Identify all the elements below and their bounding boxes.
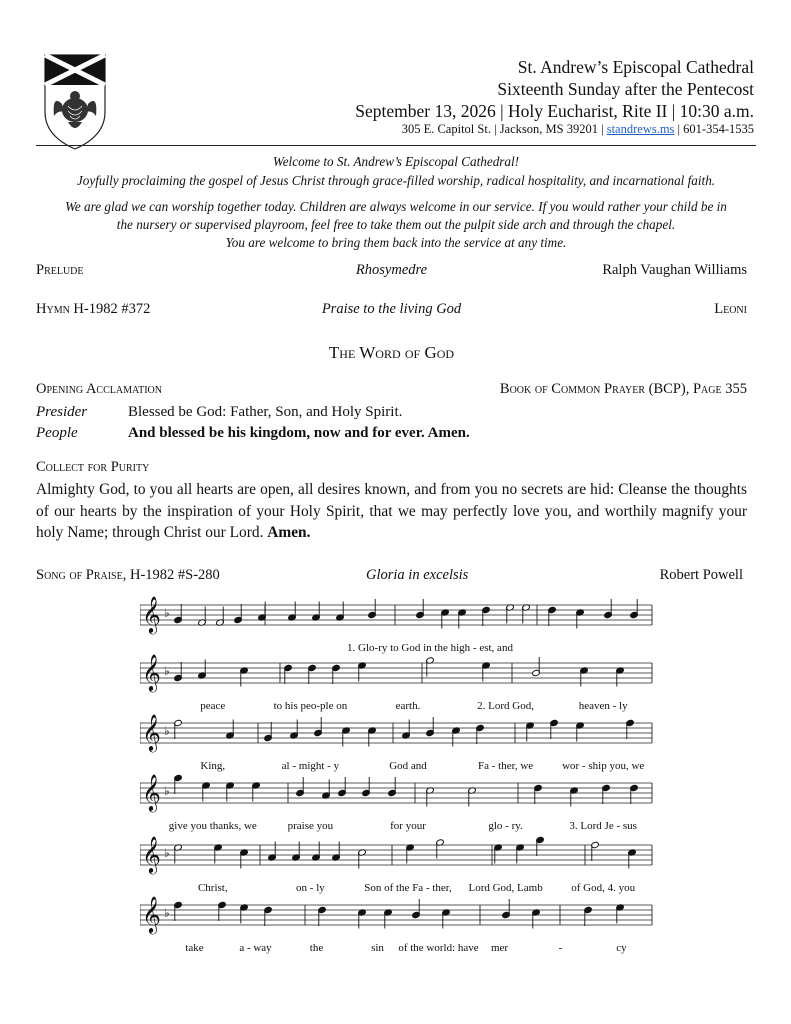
hymn-tune: Leoni [714, 301, 747, 317]
lyric-syllable: on - ly [296, 882, 325, 894]
song-composer: Robert Powell [659, 567, 743, 583]
lyric-syllable: heaven - ly [578, 700, 628, 712]
song-label: Song of Praise, H-1982 #S-280 [36, 567, 220, 583]
acclamation-label: Opening Acclamation [36, 381, 162, 397]
treble-clef: 𝄞 [142, 595, 161, 633]
score-system-3 [140, 713, 652, 772]
section-title: The Word of God [328, 343, 455, 362]
website-link[interactable]: standrews.ms [606, 122, 675, 136]
header-divider [36, 145, 756, 146]
lyric-syllable: a - way [239, 942, 272, 954]
prelude-title: Rhosymedre [355, 262, 428, 278]
presider-text: Blessed be God: Father, Son, and Holy Spirit. [128, 404, 403, 420]
treble-clef: 𝄞 [142, 653, 161, 691]
lyric-syllable: al - might - y [281, 760, 340, 772]
lyric-syllable: of the world: have [398, 942, 479, 954]
phone: | 601-354-1535 [674, 122, 754, 136]
collect-body: Almighty God, to you all hearts are open, all desires known, and from you no secrets are hid: Cleanse the thoughts of our hearts by the inspiration of your Holy Spirit, that we may perfectly love you, and worthily magnify your holy Name; through Christ our Lord. [36, 481, 747, 541]
welcome-line-5: You are welcome to bring them back into the service at any time. [225, 235, 567, 250]
welcome-line-1: Welcome to St. Andrew’s Episcopal Cathedral! [272, 154, 520, 169]
hymn-row [36, 301, 747, 321]
lyric-syllable: the [309, 942, 324, 954]
flat-key-signature: ♭ [164, 846, 170, 860]
lyric-syllable: - [558, 942, 563, 954]
collect-text [36, 479, 747, 544]
lyric-syllable: of God, 4. you [571, 882, 636, 894]
flat-key-signature: ♭ [164, 784, 170, 798]
score-system-4 [140, 773, 652, 832]
treble-clef: 𝄞 [142, 835, 161, 873]
collect-amen: Amen. [267, 524, 311, 541]
prelude-label: Prelude [36, 262, 84, 278]
lyric-syllable: sin [371, 942, 384, 954]
score-system-5 [140, 835, 652, 894]
hymn-title: Praise to the living God [321, 301, 462, 317]
address: 305 E. Capitol St. | Jackson, MS 39201 | [401, 122, 607, 136]
cathedral-shield-logo [44, 54, 106, 150]
score-system-2 [140, 653, 652, 712]
lyric-syllable: God and [389, 760, 427, 772]
welcome-line-4: the nursery or supervised playroom, feel free to take them out the pulpit side arch and through the chapel. [116, 217, 676, 232]
lyric-syllable: give you thanks, we [168, 820, 257, 832]
welcome-line-3: We are glad we can worship together today. Children are always welcome in our service. If you would rather your child be in [65, 199, 727, 214]
treble-clef: 𝄞 [142, 773, 161, 811]
people-text: And blessed be his kingdom, now and for ever. Amen. [128, 425, 470, 441]
lyric-syllable: praise you [287, 820, 334, 832]
contact-line [402, 122, 754, 137]
lyric-syllable: 3. Lord Je - sus [569, 820, 637, 832]
collect-label: Collect for Purity [36, 459, 150, 475]
flat-key-signature: ♭ [164, 724, 170, 738]
lyric-syllable: Christ, [197, 882, 228, 894]
music-score [140, 593, 660, 963]
treble-clef: 𝄞 [142, 713, 161, 751]
lyric-syllable: King, [200, 760, 226, 772]
presider-label: Presider [36, 404, 88, 420]
lyric-syllable: mer [490, 942, 509, 954]
prelude-row [36, 262, 747, 282]
lyric-syllable: 2. Lord God, [477, 700, 535, 712]
church-name: St. Andrew’s Episcopal Cathedral [517, 57, 754, 77]
welcome-mission: Joyfully proclaiming the gospel of Jesus Christ through grace-filled worship, radical hospitality, and incarnational faith. [76, 173, 716, 188]
collect-row [36, 459, 747, 479]
lyric-syllable: Lord God, Lamb [468, 882, 543, 894]
score-system-6 [140, 895, 652, 954]
service-info: September 13, 2026 | Holy Eucharist, Rite II | 10:30 a.m. [355, 101, 754, 121]
lyric-syllable: take [185, 942, 204, 954]
lyric-syllable: earth. [395, 700, 421, 712]
lyric-syllable: for your [390, 820, 426, 832]
lyric-syllable: Son of the Fa - ther, [364, 882, 452, 894]
lyric-syllable: cy [616, 942, 627, 954]
lyric-syllable: glo - ry. [488, 820, 523, 832]
flat-key-signature: ♭ [164, 906, 170, 920]
acclamation-row [36, 381, 747, 401]
song-title: Gloria in excelsis [366, 567, 469, 583]
song-row [36, 567, 743, 587]
lyric-syllable: to his peo-ple on [273, 700, 348, 712]
acclamation-reference: Book of Common Prayer (BCP), Page 355 [499, 381, 747, 397]
lyric-syllable: wor - ship you, we [562, 760, 645, 772]
lyric-syllable: Fa - ther, we [478, 760, 534, 772]
lyric-syllable: 1. Glo-ry to God in the high - est, and [347, 642, 513, 654]
occasion: Sixteenth Sunday after the Pentecost [497, 79, 754, 99]
score-system-1 [140, 595, 652, 654]
treble-clef: 𝄞 [142, 895, 161, 933]
hymn-label: Hymn H-1982 #372 [36, 301, 151, 317]
flat-key-signature: ♭ [164, 664, 170, 678]
lyric-syllable: peace [200, 700, 226, 712]
prelude-composer: Ralph Vaughan Williams [602, 262, 747, 278]
people-label: People [36, 425, 78, 441]
flat-key-signature: ♭ [164, 606, 170, 620]
